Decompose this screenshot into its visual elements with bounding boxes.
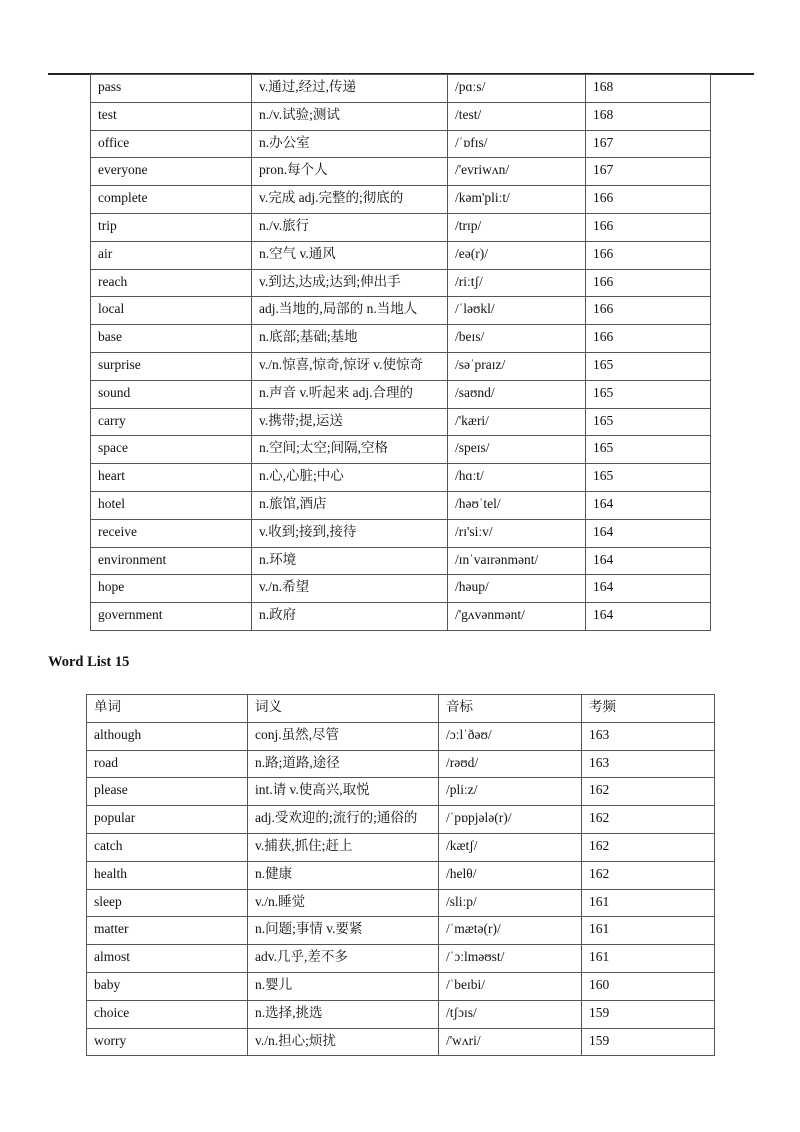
cell-frequency: 165 (586, 408, 711, 436)
cell-meaning: n.空间;太空;间隔,空格 (252, 436, 448, 464)
cell-phonetic: /tʃɔɪs/ (439, 1000, 582, 1028)
table-row (91, 464, 711, 492)
cell-frequency: 166 (586, 325, 711, 353)
cell-frequency: 160 (582, 972, 715, 1000)
cell-phonetic: /speɪs/ (448, 436, 586, 464)
table-row (91, 75, 711, 103)
table-row (91, 519, 711, 547)
table-row (91, 491, 711, 519)
cell-word: matter (87, 917, 248, 945)
table-row (87, 945, 715, 973)
cell-frequency: 167 (586, 158, 711, 186)
cell-phonetic: /pliːz/ (439, 778, 582, 806)
cell-word: reach (91, 269, 252, 297)
cell-frequency: 168 (586, 75, 711, 103)
cell-word: complete (91, 186, 252, 214)
table-row (87, 833, 715, 861)
cell-phonetic: /ˈbeɪbi/ (439, 972, 582, 1000)
cell-phonetic: /hɑːt/ (448, 464, 586, 492)
cell-meaning: n.声音 v.听起来 adj.合理的 (252, 380, 448, 408)
table-row (91, 102, 711, 130)
cell-frequency: 168 (586, 102, 711, 130)
table-row (87, 1000, 715, 1028)
vocab-table-word-list-15 (86, 694, 715, 1056)
cell-meaning: v.收到;接到,接待 (252, 519, 448, 547)
cell-meaning: v./n.惊喜,惊奇,惊讶 v.使惊奇 (252, 352, 448, 380)
cell-meaning: pron.每个人 (252, 158, 448, 186)
table-row (87, 806, 715, 834)
cell-phonetic: /ˈləʊkl/ (448, 297, 586, 325)
cell-frequency: 164 (586, 547, 711, 575)
table-row (91, 547, 711, 575)
table-row (91, 186, 711, 214)
cell-meaning: n.路;道路,途径 (248, 750, 439, 778)
cell-meaning: v./n.担心;烦扰 (248, 1028, 439, 1056)
cell-frequency: 166 (586, 297, 711, 325)
cell-frequency: 164 (586, 603, 711, 631)
cell-meaning: n.底部;基础;基地 (252, 325, 448, 353)
cell-meaning: n.办公室 (252, 130, 448, 158)
cell-meaning: n.政府 (252, 603, 448, 631)
table-row (87, 861, 715, 889)
cell-meaning: n.选择,挑选 (248, 1000, 439, 1028)
cell-frequency: 165 (586, 352, 711, 380)
cell-word: trip (91, 213, 252, 241)
table-row (87, 778, 715, 806)
cell-meaning: n.旅馆,酒店 (252, 491, 448, 519)
cell-frequency: 161 (582, 917, 715, 945)
cell-phonetic: /həʊˈtel/ (448, 491, 586, 519)
cell-phonetic: /ˈmætə(r)/ (439, 917, 582, 945)
cell-frequency: 164 (586, 519, 711, 547)
cell-phonetic: /sliːp/ (439, 889, 582, 917)
cell-phonetic: /saʊnd/ (448, 380, 586, 408)
cell-meaning: n.心,心脏;中心 (252, 464, 448, 492)
cell-meaning: n./v.旅行 (252, 213, 448, 241)
table-header-row (87, 695, 715, 723)
cell-frequency: 162 (582, 833, 715, 861)
vocab-table-body (87, 722, 715, 1056)
cell-meaning: n.健康 (248, 861, 439, 889)
cell-meaning: n./v.试验;测试 (252, 102, 448, 130)
cell-phonetic: /eə(r)/ (448, 241, 586, 269)
cell-word: air (91, 241, 252, 269)
cell-frequency: 162 (582, 806, 715, 834)
table-row (91, 352, 711, 380)
table-row (91, 575, 711, 603)
table-row (91, 269, 711, 297)
table-row (91, 241, 711, 269)
cell-frequency: 159 (582, 1000, 715, 1028)
cell-phonetic: /həup/ (448, 575, 586, 603)
cell-phonetic: /beɪs/ (448, 325, 586, 353)
cell-word: environment (91, 547, 252, 575)
cell-word: almost (87, 945, 248, 973)
cell-phonetic: /rəʊd/ (439, 750, 582, 778)
cell-phonetic: /kætʃ/ (439, 833, 582, 861)
cell-word: hope (91, 575, 252, 603)
cell-phonetic: /ɔːlˈðəʊ/ (439, 722, 582, 750)
header-phonetic: 音标 (439, 695, 582, 723)
cell-phonetic: /ɪnˈvaɪrənmənt/ (448, 547, 586, 575)
cell-meaning: n.问题;事情 v.要紧 (248, 917, 439, 945)
cell-frequency: 166 (586, 213, 711, 241)
cell-meaning: v./n.希望 (252, 575, 448, 603)
cell-frequency: 161 (582, 889, 715, 917)
cell-frequency: 164 (586, 575, 711, 603)
table-row (91, 213, 711, 241)
cell-phonetic: /səˈpraɪz/ (448, 352, 586, 380)
table-row (87, 889, 715, 917)
vocab-table-body (91, 75, 711, 631)
cell-frequency: 163 (582, 722, 715, 750)
cell-phonetic: /trɪp/ (448, 213, 586, 241)
cell-phonetic: /kəm'pliːt/ (448, 186, 586, 214)
cell-meaning: v.到达,达成;达到;伸出手 (252, 269, 448, 297)
cell-phonetic: /test/ (448, 102, 586, 130)
cell-phonetic: /pɑːs/ (448, 75, 586, 103)
cell-meaning: v.携带;提,运送 (252, 408, 448, 436)
header-meaning: 词义 (248, 695, 439, 723)
cell-phonetic: /ˈɔːlməʊst/ (439, 945, 582, 973)
table-row (91, 408, 711, 436)
cell-word: surprise (91, 352, 252, 380)
cell-word: local (91, 297, 252, 325)
cell-frequency: 162 (582, 861, 715, 889)
cell-phonetic: /ˈɒfɪs/ (448, 130, 586, 158)
cell-meaning: conj.虽然,尽管 (248, 722, 439, 750)
cell-meaning: v.通过,经过,传递 (252, 75, 448, 103)
cell-word: base (91, 325, 252, 353)
cell-phonetic: /'gʌvənmənt/ (448, 603, 586, 631)
cell-word: office (91, 130, 252, 158)
cell-word: road (87, 750, 248, 778)
header-word: 单词 (87, 695, 248, 723)
cell-frequency: 167 (586, 130, 711, 158)
cell-meaning: v.捕获,抓住;赶上 (248, 833, 439, 861)
table-row (91, 130, 711, 158)
cell-word: sleep (87, 889, 248, 917)
cell-phonetic: /helθ/ (439, 861, 582, 889)
table-row (87, 750, 715, 778)
cell-frequency: 165 (586, 436, 711, 464)
cell-word: catch (87, 833, 248, 861)
cell-meaning: int.请 v.使高兴,取悦 (248, 778, 439, 806)
cell-word: sound (91, 380, 252, 408)
cell-meaning: v.完成 adj.完整的;彻底的 (252, 186, 448, 214)
cell-meaning: adj.受欢迎的;流行的;通俗的 (248, 806, 439, 834)
cell-meaning: n.环境 (252, 547, 448, 575)
cell-word: hotel (91, 491, 252, 519)
cell-frequency: 166 (586, 186, 711, 214)
cell-meaning: adj.当地的,局部的 n.当地人 (252, 297, 448, 325)
cell-frequency: 162 (582, 778, 715, 806)
cell-meaning: n.婴儿 (248, 972, 439, 1000)
cell-word: worry (87, 1028, 248, 1056)
cell-phonetic: /'wʌri/ (439, 1028, 582, 1056)
cell-meaning: v./n.睡觉 (248, 889, 439, 917)
cell-phonetic: /ˈpɒpjələ(r)/ (439, 806, 582, 834)
header-frequency: 考频 (582, 695, 715, 723)
table-row (91, 380, 711, 408)
cell-phonetic: /riːtʃ/ (448, 269, 586, 297)
cell-word: space (91, 436, 252, 464)
cell-word: test (91, 102, 252, 130)
cell-frequency: 164 (586, 491, 711, 519)
cell-phonetic: /rɪ'siːv/ (448, 519, 586, 547)
cell-meaning: n.空气 v.通风 (252, 241, 448, 269)
cell-word: receive (91, 519, 252, 547)
cell-word: government (91, 603, 252, 631)
cell-word: carry (91, 408, 252, 436)
table-row (91, 325, 711, 353)
cell-frequency: 163 (582, 750, 715, 778)
table-row (91, 297, 711, 325)
table-row (87, 1028, 715, 1056)
cell-frequency: 165 (586, 380, 711, 408)
cell-word: health (87, 861, 248, 889)
cell-frequency: 159 (582, 1028, 715, 1056)
cell-word: please (87, 778, 248, 806)
section-title: Word List 15 (48, 654, 130, 670)
table-row (87, 722, 715, 750)
cell-word: heart (91, 464, 252, 492)
cell-frequency: 166 (586, 241, 711, 269)
cell-word: popular (87, 806, 248, 834)
cell-frequency: 165 (586, 464, 711, 492)
table-row (87, 972, 715, 1000)
cell-frequency: 166 (586, 269, 711, 297)
cell-word: baby (87, 972, 248, 1000)
cell-frequency: 161 (582, 945, 715, 973)
cell-phonetic: /'evriwʌn/ (448, 158, 586, 186)
table-row (87, 917, 715, 945)
table-row (91, 603, 711, 631)
vocab-table-continued (90, 74, 711, 631)
cell-phonetic: /'kæri/ (448, 408, 586, 436)
cell-word: although (87, 722, 248, 750)
cell-word: pass (91, 75, 252, 103)
table-row (91, 436, 711, 464)
cell-word: everyone (91, 158, 252, 186)
table-row (91, 158, 711, 186)
cell-word: choice (87, 1000, 248, 1028)
cell-meaning: adv.几乎,差不多 (248, 945, 439, 973)
